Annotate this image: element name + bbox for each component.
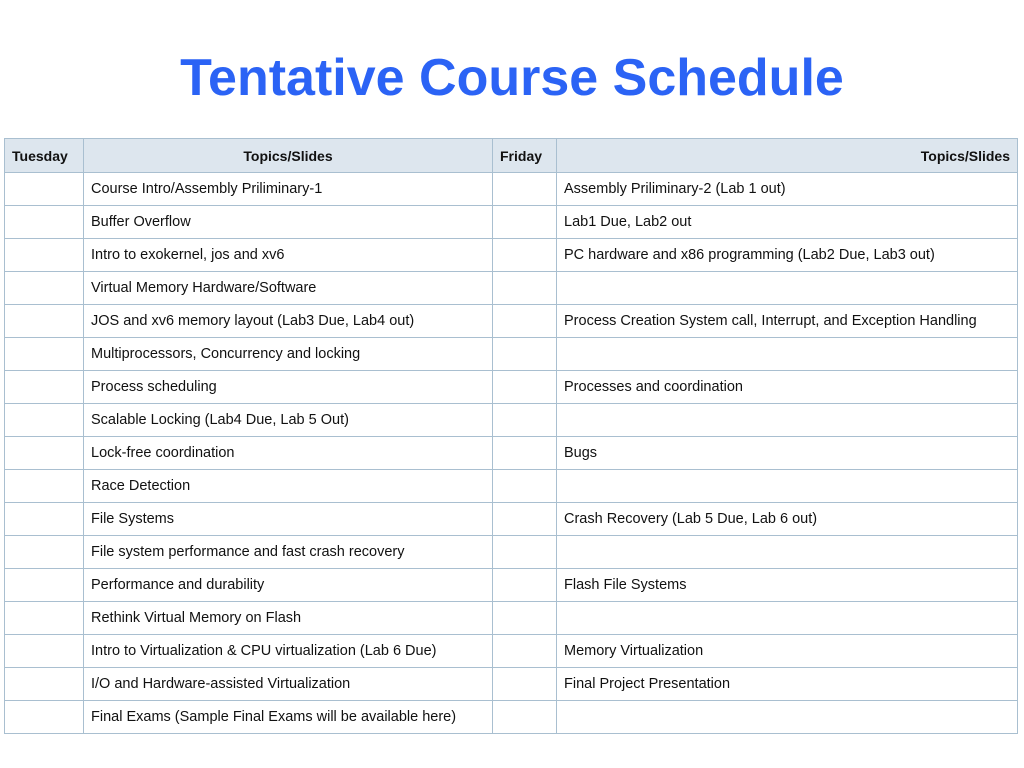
cell-tuesday	[5, 206, 84, 239]
cell-tuesday	[5, 536, 84, 569]
cell-tuesday	[5, 569, 84, 602]
cell-tuesday	[5, 371, 84, 404]
cell-topic-tuesday: Intro to Virtualization & CPU virtualization (Lab 6 Due)	[84, 635, 493, 668]
cell-friday	[493, 272, 557, 305]
header-tuesday: Tuesday	[5, 139, 84, 173]
cell-tuesday	[5, 173, 84, 206]
cell-friday	[493, 701, 557, 734]
cell-friday	[493, 503, 557, 536]
table-row	[5, 239, 1018, 272]
cell-topic-friday	[557, 404, 1018, 437]
table-row	[5, 437, 1018, 470]
cell-topic-friday: Processes and coordination	[557, 371, 1018, 404]
cell-topic-friday: Assembly Priliminary-2 (Lab 1 out)	[557, 173, 1018, 206]
cell-topic-tuesday: Lock-free coordination	[84, 437, 493, 470]
table-row	[5, 668, 1018, 701]
cell-friday	[493, 569, 557, 602]
cell-friday	[493, 305, 557, 338]
cell-topic-friday	[557, 272, 1018, 305]
schedule-table	[4, 138, 1018, 734]
cell-topic-tuesday: I/O and Hardware-assisted Virtualization	[84, 668, 493, 701]
cell-tuesday	[5, 272, 84, 305]
table-row	[5, 569, 1018, 602]
cell-tuesday	[5, 338, 84, 371]
cell-topic-tuesday: File Systems	[84, 503, 493, 536]
cell-friday	[493, 470, 557, 503]
cell-topic-friday: Process Creation System call, Interrupt, and Exception Handling	[557, 305, 1018, 338]
cell-topic-tuesday: JOS and xv6 memory layout (Lab3 Due, Lab4 out)	[84, 305, 493, 338]
cell-topic-friday: Crash Recovery (Lab 5 Due, Lab 6 out)	[557, 503, 1018, 536]
cell-friday	[493, 173, 557, 206]
cell-friday	[493, 536, 557, 569]
cell-tuesday	[5, 437, 84, 470]
slide-title: Tentative Course Schedule	[180, 49, 844, 107]
cell-tuesday	[5, 635, 84, 668]
table-row	[5, 635, 1018, 668]
cell-topic-tuesday: Final Exams (Sample Final Exams will be available here)	[84, 701, 493, 734]
cell-friday	[493, 635, 557, 668]
cell-topic-tuesday: Course Intro/Assembly Priliminary-1	[84, 173, 493, 206]
cell-topic-friday	[557, 338, 1018, 371]
cell-friday	[493, 371, 557, 404]
cell-tuesday	[5, 503, 84, 536]
cell-topic-tuesday: Process scheduling	[84, 371, 493, 404]
cell-friday	[493, 338, 557, 371]
cell-tuesday	[5, 470, 84, 503]
cell-topic-tuesday: Performance and durability	[84, 569, 493, 602]
cell-topic-tuesday: Buffer Overflow	[84, 206, 493, 239]
table-row	[5, 404, 1018, 437]
cell-friday	[493, 437, 557, 470]
header-topics-friday: Topics/Slides	[557, 139, 1018, 173]
table-row	[5, 470, 1018, 503]
table-row	[5, 305, 1018, 338]
cell-topic-tuesday: Race Detection	[84, 470, 493, 503]
header-row	[5, 139, 1018, 173]
cell-topic-friday	[557, 701, 1018, 734]
cell-topic-tuesday: File system performance and fast crash recovery	[84, 536, 493, 569]
cell-topic-friday	[557, 536, 1018, 569]
cell-friday	[493, 404, 557, 437]
cell-topic-friday: Final Project Presentation	[557, 668, 1018, 701]
cell-tuesday	[5, 239, 84, 272]
cell-topic-friday: Memory Virtualization	[557, 635, 1018, 668]
cell-friday	[493, 602, 557, 635]
cell-friday	[493, 206, 557, 239]
cell-topic-friday	[557, 602, 1018, 635]
table-row	[5, 272, 1018, 305]
cell-tuesday	[5, 305, 84, 338]
cell-tuesday	[5, 701, 84, 734]
cell-topic-friday: Bugs	[557, 437, 1018, 470]
cell-topic-friday: PC hardware and x86 programming (Lab2 Due, Lab3 out)	[557, 239, 1018, 272]
table-header	[5, 139, 1018, 173]
table-row	[5, 536, 1018, 569]
cell-tuesday	[5, 668, 84, 701]
cell-topic-friday	[557, 470, 1018, 503]
table-row	[5, 602, 1018, 635]
header-friday: Friday	[493, 139, 557, 173]
table-row	[5, 503, 1018, 536]
header-topics-tuesday: Topics/Slides	[84, 139, 493, 173]
cell-topic-friday: Flash File Systems	[557, 569, 1018, 602]
cell-friday	[493, 668, 557, 701]
cell-topic-tuesday: Virtual Memory Hardware/Software	[84, 272, 493, 305]
table-row	[5, 338, 1018, 371]
cell-topic-tuesday: Scalable Locking (Lab4 Due, Lab 5 Out)	[84, 404, 493, 437]
cell-tuesday	[5, 404, 84, 437]
cell-tuesday	[5, 602, 84, 635]
cell-topic-tuesday: Rethink Virtual Memory on Flash	[84, 602, 493, 635]
table-row	[5, 173, 1018, 206]
table-body	[5, 173, 1018, 734]
cell-topic-tuesday: Intro to exokernel, jos and xv6	[84, 239, 493, 272]
cell-friday	[493, 239, 557, 272]
table-row	[5, 371, 1018, 404]
cell-topic-tuesday: Multiprocessors, Concurrency and locking	[84, 338, 493, 371]
table-row	[5, 206, 1018, 239]
table-row	[5, 701, 1018, 734]
cell-topic-friday: Lab1 Due, Lab2 out	[557, 206, 1018, 239]
